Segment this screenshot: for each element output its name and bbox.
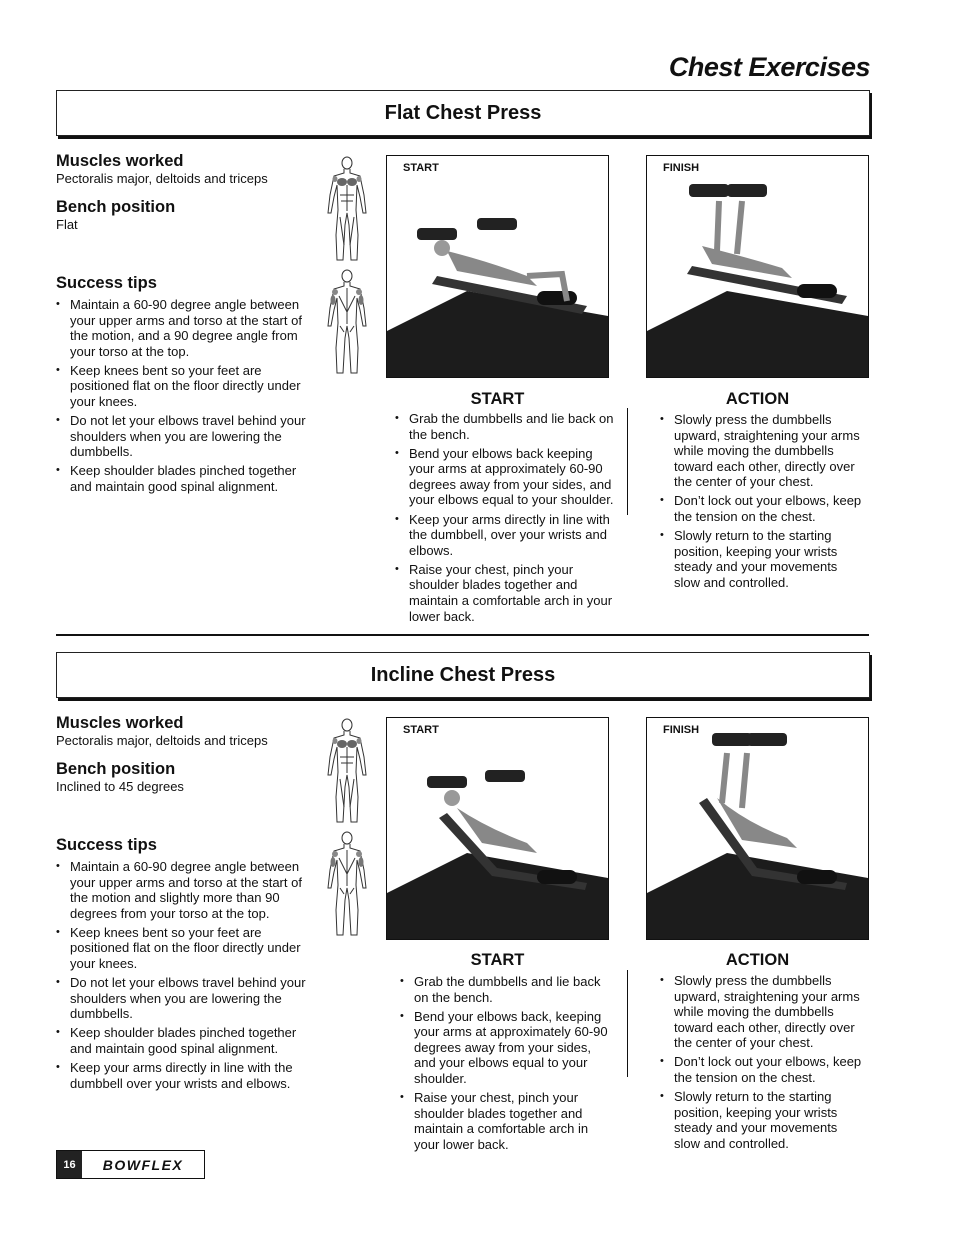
- section-title-incline: Incline Chest Press: [56, 652, 870, 698]
- footer-badge: [56, 1150, 205, 1179]
- brand-logo: BOWFLEX: [102, 1156, 184, 1173]
- flat-start-steps: [395, 411, 615, 628]
- list-item: • Slowly press the dumbbells upward, straightening your arms while moving the dumbbells toward each other, directly over the center of your chest.: [674, 412, 865, 490]
- list-item: • Keep knees bent so your feet are positioned flat on the floor directly under your knees.: [70, 363, 306, 410]
- list-item: • Keep your arms directly in line with the dumbbell over your wrists and elbows.: [70, 1060, 306, 1091]
- list-item: • Don’t lock out your elbows, keep the tension on the chest.: [674, 1054, 865, 1085]
- tips-list: [56, 859, 306, 1091]
- list-item: • Raise your chest, pinch your shoulder blades together and maintain a comfortable arch in your lower back.: [414, 1090, 615, 1152]
- tips-list: [56, 297, 306, 495]
- muscles-heading: Muscles worked: [56, 714, 184, 732]
- incline-start-steps: [400, 974, 615, 1156]
- list-item: • Slowly return to the starting position, keeping your wrists steady and your movements slow and controlled.: [674, 528, 865, 590]
- action-heading: ACTION: [725, 951, 790, 969]
- action-heading: ACTION: [725, 390, 790, 408]
- photo-flat-finish: [646, 155, 869, 378]
- photo-flat-start: [386, 155, 609, 378]
- list-item: • Do not let your elbows travel behind your shoulders when you are lowering the dumbbells.: [70, 413, 306, 460]
- column-divider: [627, 408, 628, 515]
- muscle-diagram-front-icon: [322, 155, 372, 265]
- tips-heading: Success tips: [56, 274, 157, 292]
- muscle-diagram-front-icon: [322, 717, 372, 827]
- list-item: • Slowly return to the starting position, keeping your wrists steady and your movements slow and controlled.: [674, 1089, 865, 1151]
- section-title-flat: Flat Chest Press: [56, 90, 870, 136]
- flat-finish-illustration: [647, 156, 868, 377]
- page-title: Chest Exercises: [668, 52, 870, 82]
- list-item: • Don’t lock out your elbows, keep the tension on the chest.: [674, 493, 865, 524]
- muscle-diagram-back-icon: [322, 268, 372, 378]
- list-item: • Grab the dumbbells and lie back on the bench.: [409, 411, 615, 442]
- flat-info-column: [56, 152, 306, 498]
- incline-finish-illustration: [647, 718, 868, 939]
- list-item: • Grab the dumbbells and lie back on the bench.: [414, 974, 615, 1005]
- incline-action-steps: [660, 973, 865, 1155]
- list-item: • Do not let your elbows travel behind your shoulders when you are lowering the dumbbells.: [70, 975, 306, 1022]
- column-divider: [627, 970, 628, 1077]
- photo-incline-start: [386, 717, 609, 940]
- bench-heading: Bench position: [56, 760, 176, 778]
- list-item: • Maintain a 60-90 degree angle between your upper arms and torso at the start of the motion, and a 90 degree angle from your torso at the top.: [70, 297, 306, 359]
- bench-text: Inclined to 45 degrees: [56, 779, 184, 794]
- flat-start-illustration: [387, 156, 608, 377]
- list-item: • Bend your elbows back, keeping your arms at approximately 60-90 degrees away from your sides, and your elbows equal to your shoulder.: [414, 1009, 615, 1087]
- list-item: • Keep shoulder blades pinched together and maintain good spinal alignment.: [70, 1025, 306, 1056]
- photo-incline-finish: [646, 717, 869, 940]
- start-heading: START: [470, 390, 525, 408]
- flat-action-steps: [660, 412, 865, 594]
- tips-heading: Success tips: [56, 836, 157, 854]
- photo-label: START: [403, 162, 439, 174]
- start-heading: START: [470, 951, 525, 969]
- muscle-diagram-back-icon: [322, 830, 372, 940]
- photo-label: START: [403, 724, 439, 736]
- list-item: • Keep your arms directly in line with the dumbbell, over your wrists and elbows.: [409, 512, 615, 559]
- bench-text: Flat: [56, 217, 78, 232]
- list-item: • Slowly press the dumbbells upward, straightening your arms while moving the dumbbells toward each other, directly over the center of your chest.: [674, 973, 865, 1051]
- list-item: • Keep shoulder blades pinched together and maintain good spinal alignment.: [70, 463, 306, 494]
- list-item: • Keep knees bent so your feet are positioned flat on the floor directly under your knees.: [70, 925, 306, 972]
- list-item: • Raise your chest, pinch your shoulder blades together and maintain a comfortable arch in your lower back.: [409, 562, 615, 624]
- page-number: 16: [57, 1151, 82, 1178]
- muscles-text: Pectoralis major, deltoids and triceps: [56, 171, 268, 186]
- photo-label: FINISH: [663, 162, 700, 174]
- list-item: • Bend your elbows back keeping your arms at approximately 60-90 degrees away from your sides, and your elbows equal to your shoulder.: [409, 446, 615, 508]
- muscles-heading: Muscles worked: [56, 152, 184, 170]
- muscles-text: Pectoralis major, deltoids and triceps: [56, 733, 268, 748]
- incline-info-column: [56, 714, 306, 1095]
- incline-start-illustration: [387, 718, 608, 939]
- bench-heading: Bench position: [56, 198, 176, 216]
- photo-label: FINISH: [663, 724, 700, 736]
- section-divider: [56, 634, 869, 636]
- list-item: • Maintain a 60-90 degree angle between your upper arms and torso at the start of the motion and slightly more than 90 degrees from your torso at the top.: [70, 859, 306, 921]
